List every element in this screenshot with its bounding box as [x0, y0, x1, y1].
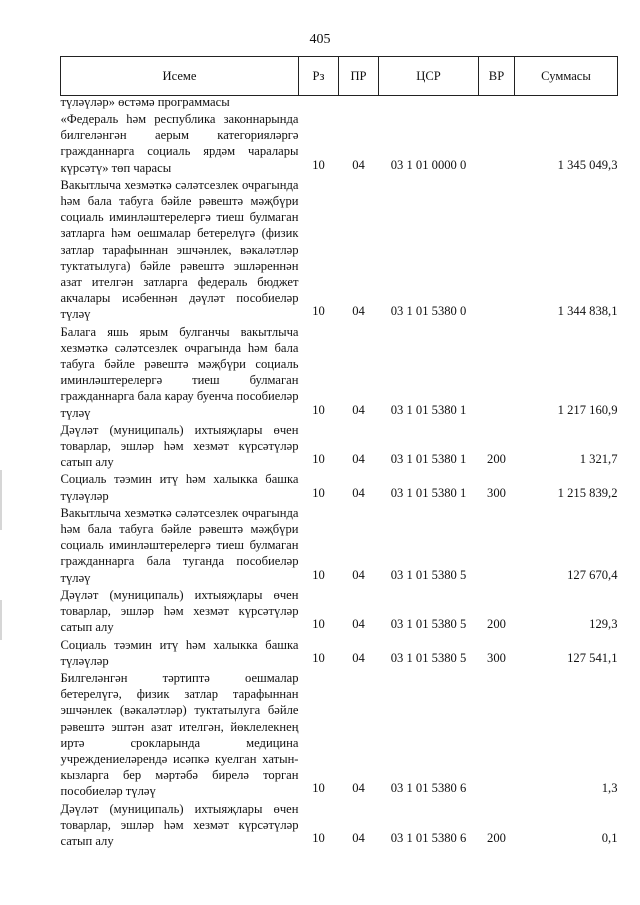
row-csr-cell: 03 1 01 5380 6 — [390, 830, 467, 845]
row-name-cell: Вакытлыча хезмәткә сәләтсезлек очрагында һәм бала табуга бәйле рәвештә мәҗбүри социаль иминләштерелергә тиеш булмаган затларга һәм оешмалар бетерелүгә (физик затлар тарафыннан эшчәнлек, вәкаләтләр туктатылуга) бәйле рәвештә эшләреннән азат ителгән затларга федераль бюджет акчалары исәбеннән дәүләт пособиеләр түләү — [60, 177, 299, 322]
table-row — [61, 586, 618, 636]
table-header-row — [61, 57, 618, 96]
row-vr-cell — [479, 504, 515, 586]
table-row — [61, 176, 618, 323]
row-rz-cell: 10 — [312, 781, 325, 796]
row-vr-cell: 300 — [487, 485, 506, 500]
row-sum-cell: 1 321,7 — [579, 452, 618, 467]
row-rz-cell: 10 — [312, 157, 325, 172]
table-row — [61, 504, 618, 586]
row-name-cell: Социаль тәэмин итү һәм халыкка башка түләүләр — [60, 472, 299, 503]
row-pr-cell: 04 — [352, 485, 365, 500]
scan-edge-mark — [0, 600, 2, 640]
row-vr-cell — [479, 323, 515, 421]
row-vr-cell: 200 — [487, 452, 506, 467]
budget-table — [60, 56, 618, 849]
table-row — [61, 470, 618, 503]
continuation-row — [61, 96, 618, 111]
row-csr-cell: 03 1 01 0000 0 — [390, 157, 467, 172]
row-csr-cell: 03 1 01 5380 1 — [390, 485, 467, 500]
row-csr-cell: 03 1 01 5380 6 — [390, 781, 467, 796]
column-header-pr: ПР — [339, 57, 379, 96]
row-rz-cell: 10 — [312, 650, 325, 665]
row-vr-cell: 200 — [487, 830, 506, 845]
row-name-cell: «Федераль һәм республика законнарында билгеләнгән аерым категорияләргә гражданнарга социаль ярдәм чаралары күрсәтү» төп чарасы — [60, 112, 299, 175]
column-header-rz: Рз — [299, 57, 339, 96]
table-row — [61, 110, 618, 176]
row-pr-cell: 04 — [352, 304, 365, 319]
row-vr-cell: 300 — [487, 650, 506, 665]
row-rz-cell: 10 — [312, 452, 325, 467]
column-header-csr: ЦСР — [379, 57, 479, 96]
continuation-text: түләүләр» өстәмә программасы — [60, 95, 230, 109]
row-pr-cell: 04 — [352, 452, 365, 467]
row-sum-cell: 129,3 — [589, 617, 618, 632]
row-csr-cell: 03 1 01 5380 5 — [390, 567, 467, 582]
row-csr-cell: 03 1 01 5380 5 — [390, 650, 467, 665]
row-rz-cell: 10 — [312, 830, 325, 845]
row-csr-cell: 03 1 01 5380 1 — [390, 402, 467, 417]
table-row — [61, 669, 618, 800]
row-pr-cell: 04 — [352, 402, 365, 417]
row-pr-cell: 04 — [352, 781, 365, 796]
row-sum-cell: 1 215 839,2 — [557, 485, 618, 500]
table-row — [61, 636, 618, 669]
row-name-cell: Социаль тәэмин итү һәм халыкка башка түләүләр — [60, 637, 299, 668]
row-rz-cell: 10 — [312, 485, 325, 500]
column-header-sum: Суммасы — [515, 57, 618, 96]
row-pr-cell: 04 — [352, 617, 365, 632]
row-rz-cell: 10 — [312, 617, 325, 632]
row-name-cell: Балага яшь ярым булганчы вакытлыча хезмәткә сәләтсезлек очрагында һәм бала табуга бәйле рәвештә мәҗбүри социаль иминләштерелергә тиеш булмаган гражданнарга бала карау буенча пособиеләр түләү — [60, 324, 299, 420]
table-body — [61, 96, 618, 850]
row-sum-cell: 1 217 160,9 — [557, 402, 618, 417]
row-pr-cell: 04 — [352, 567, 365, 582]
row-sum-cell: 1 345 049,3 — [557, 157, 618, 172]
row-rz-cell: 10 — [312, 402, 325, 417]
row-name-cell: Дәүләт (муниципаль) ихтыяҗлары өчен товарлар, эшләр һәм хезмәт күрсәтүләр сатып алу — [60, 422, 299, 470]
row-pr-cell: 04 — [352, 830, 365, 845]
page-number: 405 — [309, 32, 331, 47]
row-rz-cell: 10 — [312, 304, 325, 319]
row-pr-cell: 04 — [352, 157, 365, 172]
row-pr-cell: 04 — [352, 650, 365, 665]
row-sum-cell: 0,1 — [601, 830, 618, 845]
column-header-vr: ВР — [479, 57, 515, 96]
row-vr-cell — [479, 110, 515, 176]
row-vr-cell: 200 — [487, 617, 506, 632]
table-row — [61, 323, 618, 421]
row-name-cell: Дәүләт (муниципаль) ихтыяҗлары өчен товарлар, эшләр һәм хезмәт күрсәтүләр сатып алу — [60, 587, 299, 635]
row-csr-cell: 03 1 01 5380 1 — [390, 452, 467, 467]
column-header-name: Исеме — [61, 57, 299, 96]
row-csr-cell: 03 1 01 5380 0 — [390, 304, 467, 319]
row-vr-cell — [479, 669, 515, 800]
row-name-cell: Вакытлыча хезмәткә сәләтсезлек очрагында һәм бала табуга бәйле рәвештә мәҗбүри социаль иминләштерелергә тиеш булмаган гражданнарга бала туганда пособиеләр түләү — [60, 505, 299, 585]
row-sum-cell: 127 541,1 — [567, 650, 618, 665]
row-vr-cell — [479, 176, 515, 323]
row-sum-cell: 1 344 838,1 — [557, 304, 618, 319]
row-rz-cell: 10 — [312, 567, 325, 582]
table-row — [61, 800, 618, 850]
row-name-cell: Билгеләнгән тәртиптә оешмалар бетерелүгә, физик затлар тарафыннан эшчәнлек (вәкаләтләр) туктатылуга бәйле рәвештә эштән азат ителгән, йөклелекнең иртә срокларында медицина учреждениеләрендә исәпкә куелган хатын-кызларга бер мәртәбә бирелә торган пособиеләр түләү — [60, 670, 299, 799]
scan-edge-mark — [0, 470, 2, 530]
row-csr-cell: 03 1 01 5380 5 — [390, 617, 467, 632]
row-name-cell: Дәүләт (муниципаль) ихтыяҗлары өчен товарлар, эшләр һәм хезмәт күрсәтүләр сатып алу — [60, 801, 299, 848]
row-sum-cell: 1,3 — [601, 781, 618, 796]
row-sum-cell: 127 670,4 — [567, 567, 618, 582]
table-row — [61, 421, 618, 471]
